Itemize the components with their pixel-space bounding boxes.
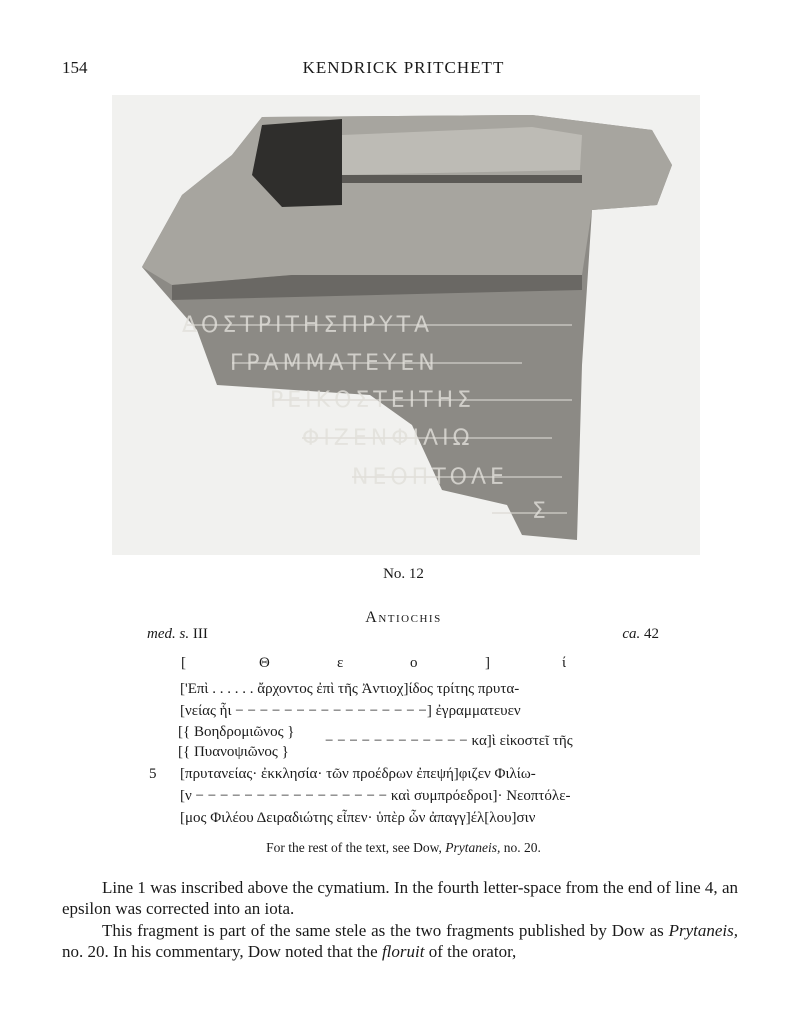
p2-title: Prytaneis, [668,921,738,940]
line-number-5: 5 [149,766,157,782]
paragraph-1: Line 1 was inscribed above the cymatium. In the fourth letter-space from the end of line 4, an epsilon was corrected into an iota. [62,878,738,918]
svg-text:ΡΕΙΚΟΣΤΕΙΤΗΣ: ΡΕΙΚΟΣΤΕΙΤΗΣ [270,388,476,413]
line1-omicron: ο [410,655,418,671]
note-pre: For the rest of the text, see Dow, [266,840,442,855]
inscription-line-5: [πρυτανείας· ἐκκλησία· τῶν προέδρων ἐπεψή]φιζεν Φιλίω- [180,766,536,782]
inscription-line-3: [νείας ἧι − − − − − − − − − − − − − − − −] ἐγραμματευεν [180,703,521,719]
svg-text:ΝΕΟΠΤΟΛΕ: ΝΕΟΠΤΟΛΕ [352,465,508,490]
p2-text-b: no. 20. In his commentary, Dow noted that the [62,942,378,961]
inscription-line-7: [μος Φιλέου Δειραδιώτης εἶπεν· ὑπὲρ ὧν ἀπαγγ]έλ[λου]σιν [180,810,536,826]
svg-text:ΓΡΑΜΜΑΤΕΥΕΝ: ΓΡΑΜΜΑΤΕΥΕΝ [230,351,439,376]
line1-epsilon: ε [337,655,344,671]
line1-bracket-open: [ [181,655,186,671]
stoich-italic: ca. [622,626,641,642]
inscription-line-6: [ν − − − − − − − − − − − − − − − − καὶ συμπρόεδροι]· Νεοπτόλε- [180,788,571,804]
reference-note [0,840,801,856]
p2-text-c: of the orator, [428,942,517,961]
date-label [147,626,208,643]
inscription-line-4: − − − − − − − − − − − − κα]ὶ εἰκοστεῖ τῆς [325,733,573,749]
line1-bracket-close: ] [485,655,490,671]
p2-floruit: floruit [381,942,425,961]
line1-theta: Θ [259,655,270,671]
running-head: KENDRICK PRITCHETT [302,58,505,77]
line1-iota: ί [562,655,567,671]
inscription-photo [112,95,700,555]
inscription-line-1 [0,655,801,675]
date-italic: med. s. [147,626,190,642]
month-alternatives [178,722,294,762]
svg-text:ΔΟΣΤΡΙΤΗΣΠΡΥΤΑ: ΔΟΣΤΡΙΤΗΣΠΡΥΤΑ [182,313,434,338]
stoichedon-count [622,626,659,643]
date-roman: III [192,626,208,642]
paragraph-2 [62,920,738,962]
svg-text:ΦΙΖΕΝΦΙΛΙΩ: ΦΙΖΕΝΦΙΛΙΩ [302,426,474,451]
inscription-line-2: ['Επὶ . . . . . . ἄρχοντος ἐπὶ τῆς Ἀντιοχ]ίδος τρίτης πρυτα- [180,681,520,697]
figure-caption: No. 12 [383,566,424,582]
month-boedromion: [{ Βοηδρομιῶνος } [178,724,295,740]
note-post: no. 20. [503,840,541,855]
stoich-number: 42 [644,626,659,642]
tribe-heading: Antiochis [365,609,442,626]
page-number: 154 [62,58,88,77]
svg-text:Σ: Σ [532,499,550,524]
month-pyanopsion: [{ Πυανοψιῶνος } [178,744,289,760]
note-title: Prytaneis, [445,840,501,855]
p2-text-a: This fragment is part of the same stele as the two fragments published by Dow as [102,921,664,940]
